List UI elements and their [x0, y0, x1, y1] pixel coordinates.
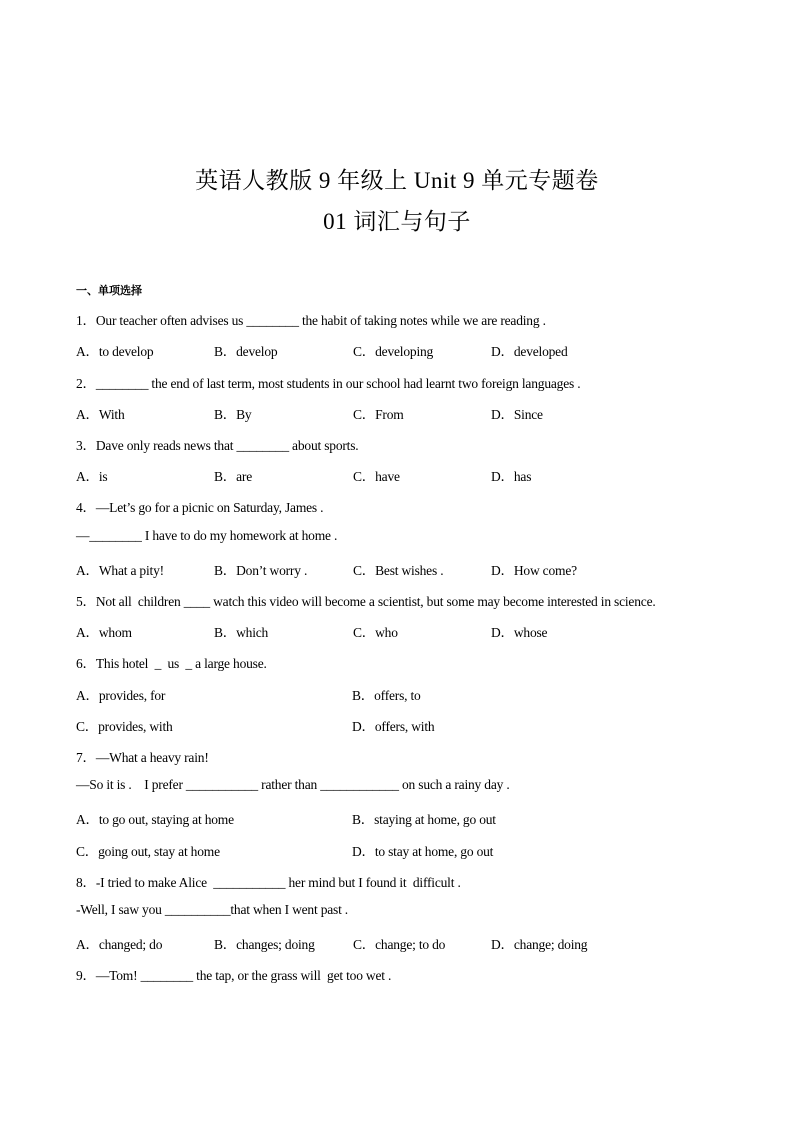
question-4-option-d: D．How come?	[491, 563, 577, 578]
question-2-option-a: A．With	[76, 407, 125, 422]
question-6-stem: 6．This hotel _ us _ a large house.	[76, 656, 267, 671]
question-1-option-c: C．developing	[353, 344, 434, 359]
question-3-option-b: B．are	[214, 469, 252, 484]
question-1-option-a: A．to develop	[76, 344, 154, 359]
question-2-stem: 2．________ the end of last term, most students in our school had learnt two foreign languages .	[76, 376, 581, 391]
question-4-reply: —________ I have to do my homework at home .	[76, 528, 338, 543]
question-2-option-b: B．By	[214, 407, 252, 422]
question-7-option-c: C．going out, stay at home	[76, 844, 220, 859]
question-7-stem: 7．—What a heavy rain!	[76, 750, 209, 765]
question-8-option-b: B．changes; doing	[214, 937, 315, 952]
question-4-option-b: B．Don’t worry .	[214, 563, 308, 578]
question-6-option-c: C．provides, with	[76, 719, 173, 734]
question-6-option-b: B．offers, to	[352, 688, 421, 703]
question-8-option-c: C．change; to do	[353, 937, 446, 952]
question-5-option-a: A．whom	[76, 625, 132, 640]
question-1-option-b: B．develop	[214, 344, 278, 359]
question-2-option-c: C．From	[353, 407, 404, 422]
question-3-option-c: C．have	[353, 469, 400, 484]
section-heading: 一、单项选择	[76, 284, 142, 297]
question-5-option-d: D．whose	[491, 625, 548, 640]
question-4-option-c: C．Best wishes .	[353, 563, 444, 578]
question-8-reply: -Well, I saw you __________that when I went past .	[76, 902, 348, 917]
question-6-option-a: A．provides, for	[76, 688, 166, 703]
question-4-stem: 4．—Let’s go for a picnic on Saturday, James .	[76, 500, 324, 515]
question-7-option-b: B．staying at home, go out	[352, 812, 496, 827]
question-4-option-a: A．What a pity!	[76, 563, 164, 578]
question-1-stem: 1．Our teacher often advises us ________ the habit of taking notes while we are reading .	[76, 313, 546, 328]
question-8-option-a: A．changed; do	[76, 937, 163, 952]
question-3-option-d: D．has	[491, 469, 532, 484]
question-1-option-d: D．developed	[491, 344, 568, 359]
question-2-option-d: D．Since	[491, 407, 543, 422]
question-8-option-d: D．change; doing	[491, 937, 588, 952]
question-5-option-c: C．who	[353, 625, 398, 640]
question-6-option-d: D．offers, with	[352, 719, 435, 734]
question-8-stem: 8．-I tried to make Alice ___________ her mind but I found it difficult .	[76, 875, 461, 890]
page-title: 英语人教版 9 年级上 Unit 9 单元专题卷	[195, 168, 599, 193]
question-5-stem: 5．Not all children ____ watch this video will become a scientist, but some may become interested in science.	[76, 594, 656, 609]
question-5-option-b: B．which	[214, 625, 269, 640]
question-7-reply: —So it is . I prefer ___________ rather than ____________ on such a rainy day .	[76, 777, 510, 792]
page-subtitle: 01 词汇与句子	[323, 209, 471, 234]
question-7-option-d: D．to stay at home, go out	[352, 844, 494, 859]
question-7-option-a: A．to go out, staying at home	[76, 812, 234, 827]
question-9-stem: 9．—Tom! ________ the tap, or the grass will get too wet .	[76, 968, 392, 983]
question-3-option-a: A．is	[76, 469, 108, 484]
question-3-stem: 3．Dave only reads news that ________ about sports.	[76, 438, 359, 453]
